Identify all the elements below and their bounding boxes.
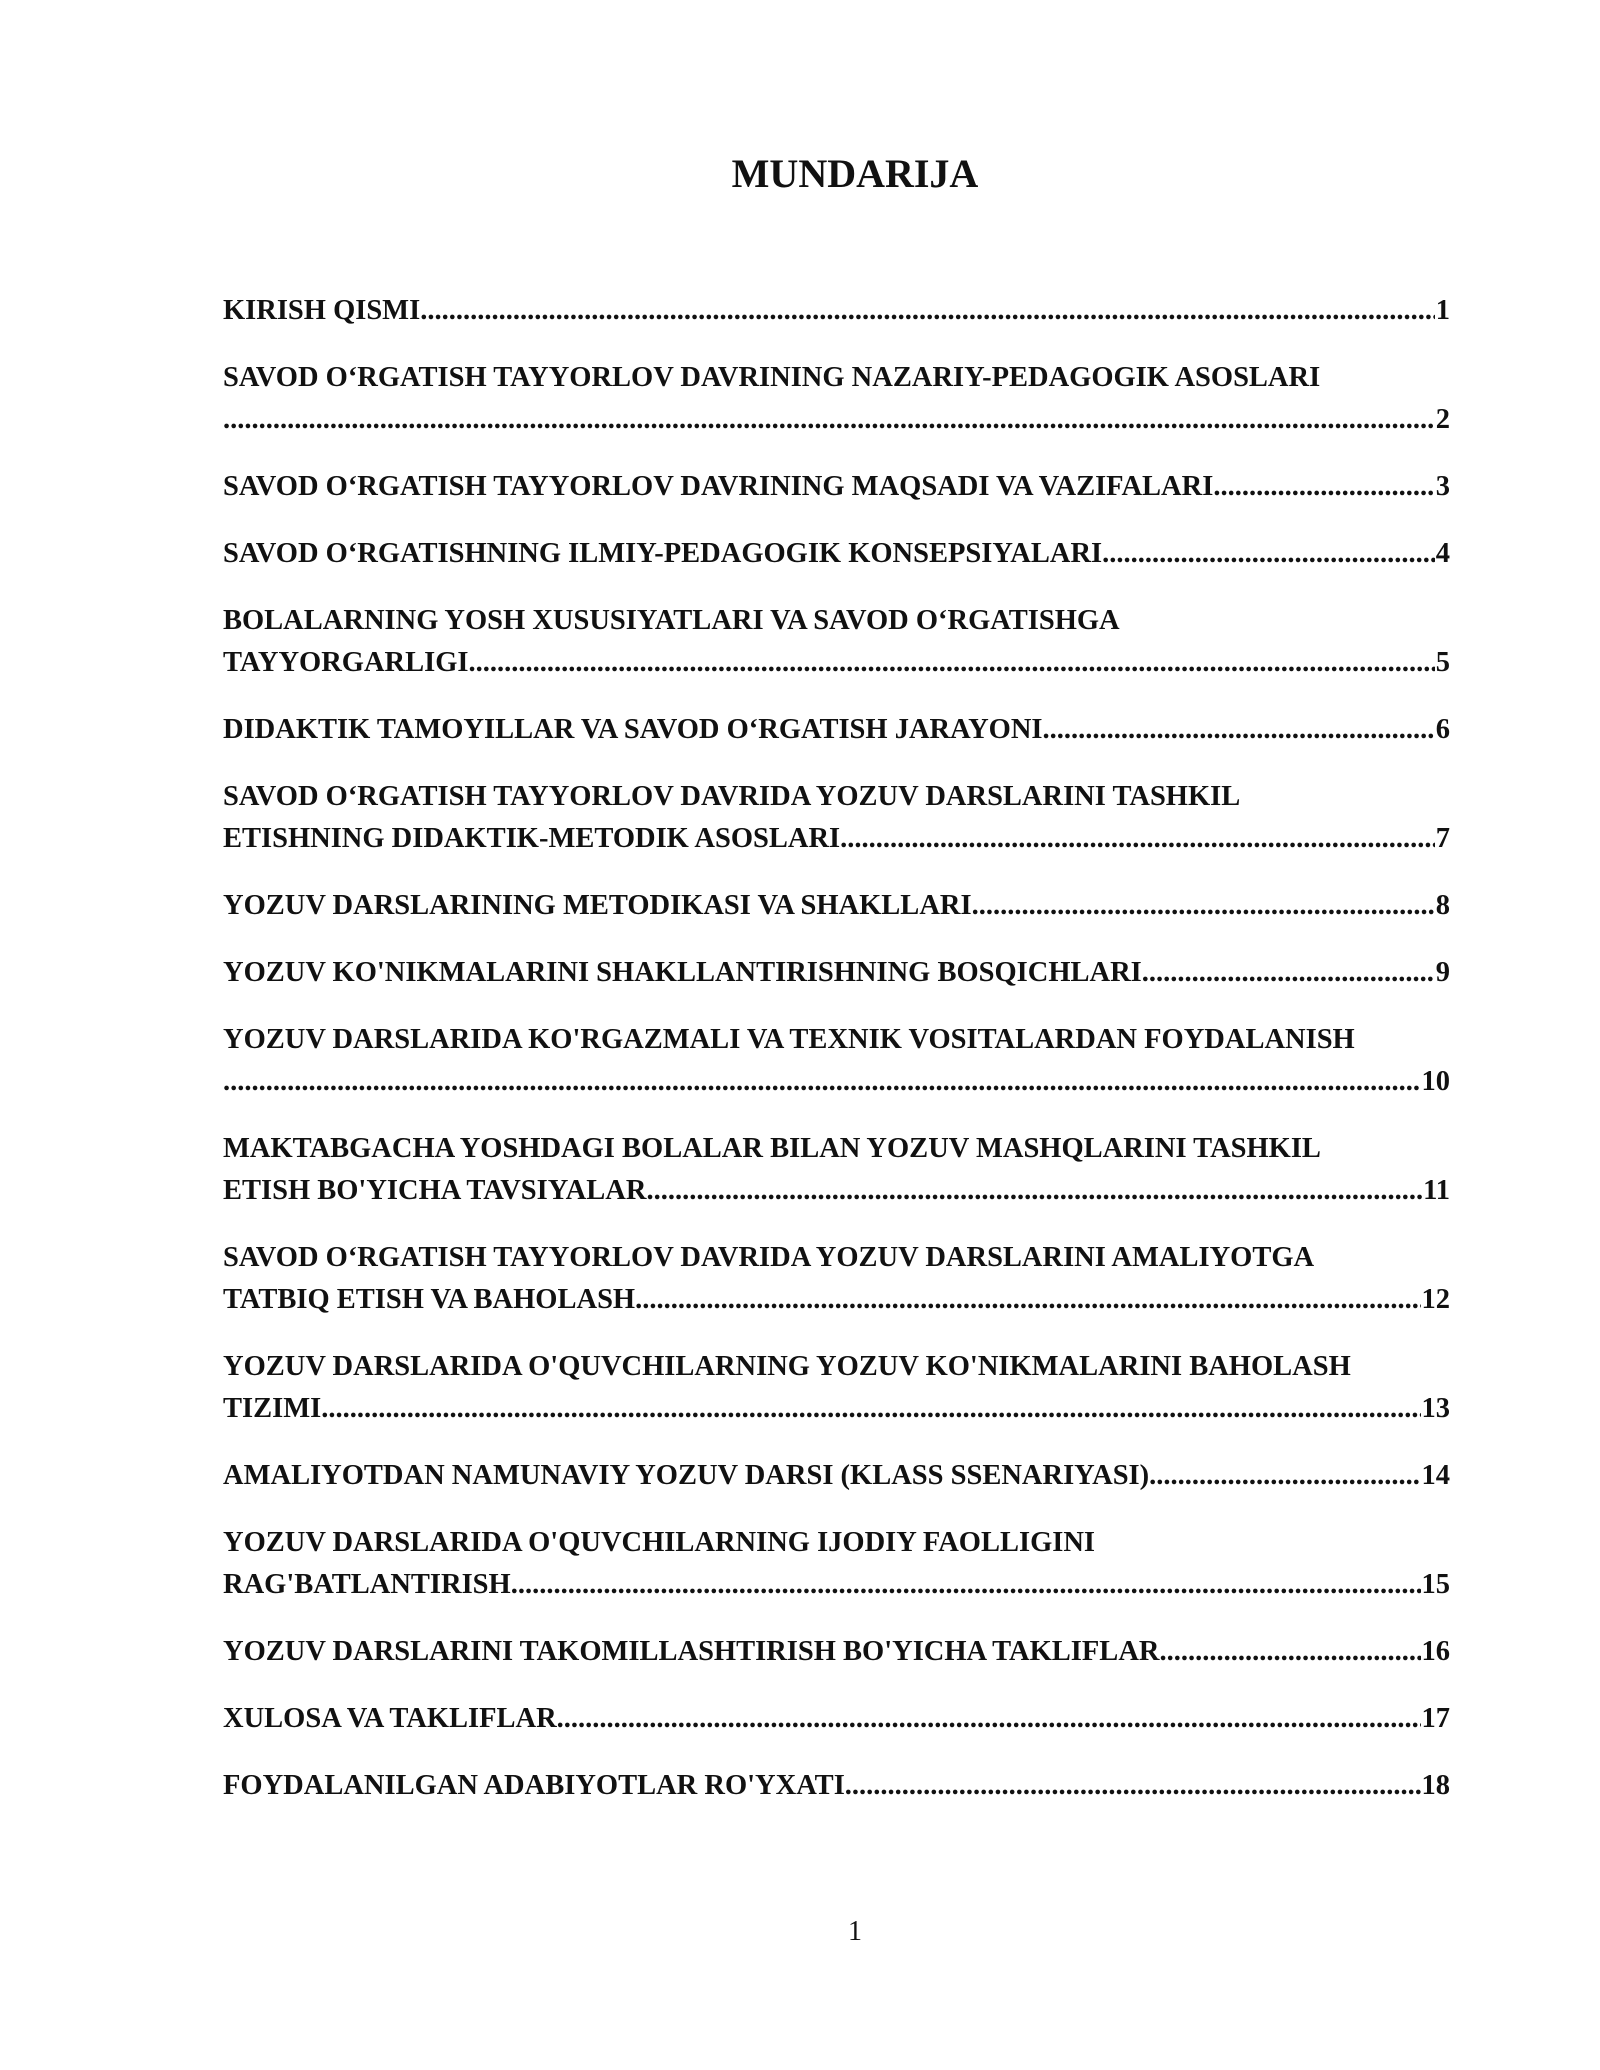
toc-entry-title-line: SAVOD O‘RGATISH TAYYORLOV DAVRINING NAZARIY-PEDAGOGIK ASOSLARI <box>223 362 1321 393</box>
toc-entry[interactable] <box>223 885 1450 927</box>
toc-entry-line <box>223 952 1450 994</box>
toc-entry-title: SAVOD O‘RGATISHNING ILMIY-PEDAGOGIK KONSEPSIYALARI <box>223 538 1103 569</box>
toc-entry-title: YOZUV DARSLARINING METODIKASI VA SHAKLLARI <box>223 890 972 921</box>
toc-page-number: 3 <box>1435 471 1450 502</box>
dot-leader <box>511 1564 1421 1606</box>
toc-entry-line <box>223 1631 1450 1673</box>
toc-entry-line <box>223 709 1450 751</box>
toc-entry[interactable] <box>223 357 1450 441</box>
toc-entry[interactable] <box>223 600 1450 684</box>
toc-entry[interactable] <box>223 709 1450 751</box>
toc-entry-line <box>223 466 1450 508</box>
toc-entry-title: TAYYORGARLIGI <box>223 647 469 678</box>
dot-leader <box>223 1061 1421 1103</box>
toc-page-number: 6 <box>1435 714 1450 745</box>
dot-leader <box>1142 952 1435 994</box>
toc-entry[interactable] <box>223 1522 1450 1606</box>
toc-entry-line <box>223 1061 1450 1103</box>
toc-page-number: 11 <box>1423 1175 1450 1206</box>
toc-page-number: 7 <box>1435 823 1450 854</box>
toc-entry-line <box>223 885 1450 927</box>
toc-entry-title: XULOSA VA TAKLIFLAR <box>223 1703 557 1734</box>
toc-entry[interactable] <box>223 1455 1450 1497</box>
toc-entry-line <box>223 1698 1450 1740</box>
toc-entry-title-line: YOZUV DARSLARIDA KO'RGAZMALI VA TEXNIK VOSITALARDAN FOYDALANISH <box>223 1024 1355 1055</box>
toc-entry[interactable] <box>223 533 1450 575</box>
dot-leader <box>1043 709 1435 751</box>
dot-leader <box>646 1170 1422 1212</box>
toc-entry-title: TATBIQ ETISH VA BAHOLASH <box>223 1284 636 1315</box>
toc-entry[interactable] <box>223 1631 1450 1673</box>
toc-entry-title: DIDAKTIK TAMOYILLAR VA SAVOD O‘RGATISH JARAYONI <box>223 714 1043 745</box>
toc-entry-line <box>223 1564 1450 1606</box>
page-number: 1 <box>848 1916 862 1947</box>
toc-page-number: 9 <box>1435 957 1450 988</box>
toc-entry[interactable] <box>223 952 1450 994</box>
toc-entry[interactable] <box>223 1019 1450 1103</box>
toc-entry[interactable] <box>223 1128 1450 1212</box>
toc-entry-title-line: BOLALARNING YOSH XUSUSIYATLARI VA SAVOD O‘RGATISHGA <box>223 605 1120 636</box>
toc-entry-title: YOZUV KO'NIKMALARINI SHAKLLANTIRISHNING BOSQICHLARI <box>223 957 1142 988</box>
toc-entry-title-line: SAVOD O‘RGATISH TAYYORLOV DAVRIDA YOZUV DARSLARINI AMALIYOTGA <box>223 1242 1315 1273</box>
toc-entry-line <box>223 533 1450 575</box>
page-title: MUNDARIJA <box>731 151 979 196</box>
dot-leader <box>1149 1455 1420 1497</box>
toc-entry-line <box>223 818 1450 860</box>
toc-page-number: 17 <box>1421 1703 1450 1734</box>
toc-page-number: 13 <box>1421 1393 1450 1424</box>
toc-entry-line <box>223 1388 1450 1430</box>
toc-page-number: 4 <box>1435 538 1450 569</box>
toc-page-number: 5 <box>1435 647 1450 678</box>
toc-entry-title: KIRISH QISMI <box>223 295 421 326</box>
toc-entry-title: TIZIMI <box>223 1393 322 1424</box>
dot-leader <box>557 1698 1421 1740</box>
toc-page-number: 16 <box>1421 1636 1450 1667</box>
toc-entry-line <box>223 1170 1450 1212</box>
dot-leader <box>845 1765 1421 1807</box>
dot-leader <box>1102 533 1435 575</box>
toc-entry-title-line: YOZUV DARSLARIDA O'QUVCHILARNING IJODIY FAOLLIGINI <box>223 1527 1096 1558</box>
toc-entry-line <box>223 1455 1450 1497</box>
toc-entry-line <box>223 290 1450 332</box>
toc-entry-title-line: MAKTABGACHA YOSHDAGI BOLALAR BILAN YOZUV MASHQLARINI TASHKIL <box>223 1133 1321 1164</box>
toc-entry-line <box>223 399 1450 441</box>
toc-entry-line <box>223 1765 1450 1807</box>
toc-page-number: 10 <box>1421 1066 1450 1097</box>
toc-entry-title: ETISH BO'YICHA TAVSIYALAR <box>223 1175 647 1206</box>
toc-entry[interactable] <box>223 1765 1450 1807</box>
dot-leader <box>223 399 1435 441</box>
toc-entry[interactable] <box>223 1698 1450 1740</box>
dot-leader <box>468 642 1434 684</box>
toc-entry-title: ETISHNING DIDAKTIK-METODIK ASOSLARI <box>223 823 841 854</box>
toc-page-number: 15 <box>1421 1569 1450 1600</box>
toc-page-number: 14 <box>1421 1460 1450 1491</box>
dot-leader <box>1159 1631 1420 1673</box>
toc-entry-title: YOZUV DARSLARINI TAKOMILLASHTIRISH BO'YICHA TAKLIFLAR <box>223 1636 1160 1667</box>
toc-page-number: 2 <box>1435 404 1450 435</box>
toc-entry[interactable] <box>223 1346 1450 1430</box>
toc-entry-title-line: YOZUV DARSLARIDA O'QUVCHILARNING YOZUV KO'NIKMALARINI BAHOLASH <box>223 1351 1351 1382</box>
toc-entry-title: SAVOD O‘RGATISH TAYYORLOV DAVRINING MAQSADI VA VAZIFALARI <box>223 471 1214 502</box>
toc-entry[interactable] <box>223 290 1450 332</box>
toc-page-number: 12 <box>1421 1284 1450 1315</box>
table-of-contents <box>223 290 1450 1832</box>
toc-entry-title: FOYDALANILGAN ADABIYOTLAR RO'YXATI <box>223 1770 845 1801</box>
toc-entry[interactable] <box>223 776 1450 860</box>
toc-entry-title: RAG'BATLANTIRISH <box>223 1569 511 1600</box>
dot-leader <box>1213 466 1434 508</box>
toc-entry-line <box>223 642 1450 684</box>
toc-entry[interactable] <box>223 1237 1450 1321</box>
toc-page-number: 18 <box>1421 1770 1450 1801</box>
toc-entry-title: AMALIYOTDAN NAMUNAVIY YOZUV DARSI (KLASS SSENARIYASI) <box>223 1460 1150 1491</box>
toc-entry[interactable] <box>223 466 1450 508</box>
dot-leader <box>972 885 1435 927</box>
dot-leader <box>420 290 1435 332</box>
dot-leader <box>840 818 1435 860</box>
toc-entry-line <box>223 1279 1450 1321</box>
dot-leader <box>635 1279 1420 1321</box>
dot-leader <box>321 1388 1420 1430</box>
toc-entry-title-line: SAVOD O‘RGATISH TAYYORLOV DAVRIDA YOZUV DARSLARINI TASHKIL <box>223 781 1241 812</box>
toc-page-number: 8 <box>1435 890 1450 921</box>
toc-page-number: 1 <box>1435 295 1450 326</box>
